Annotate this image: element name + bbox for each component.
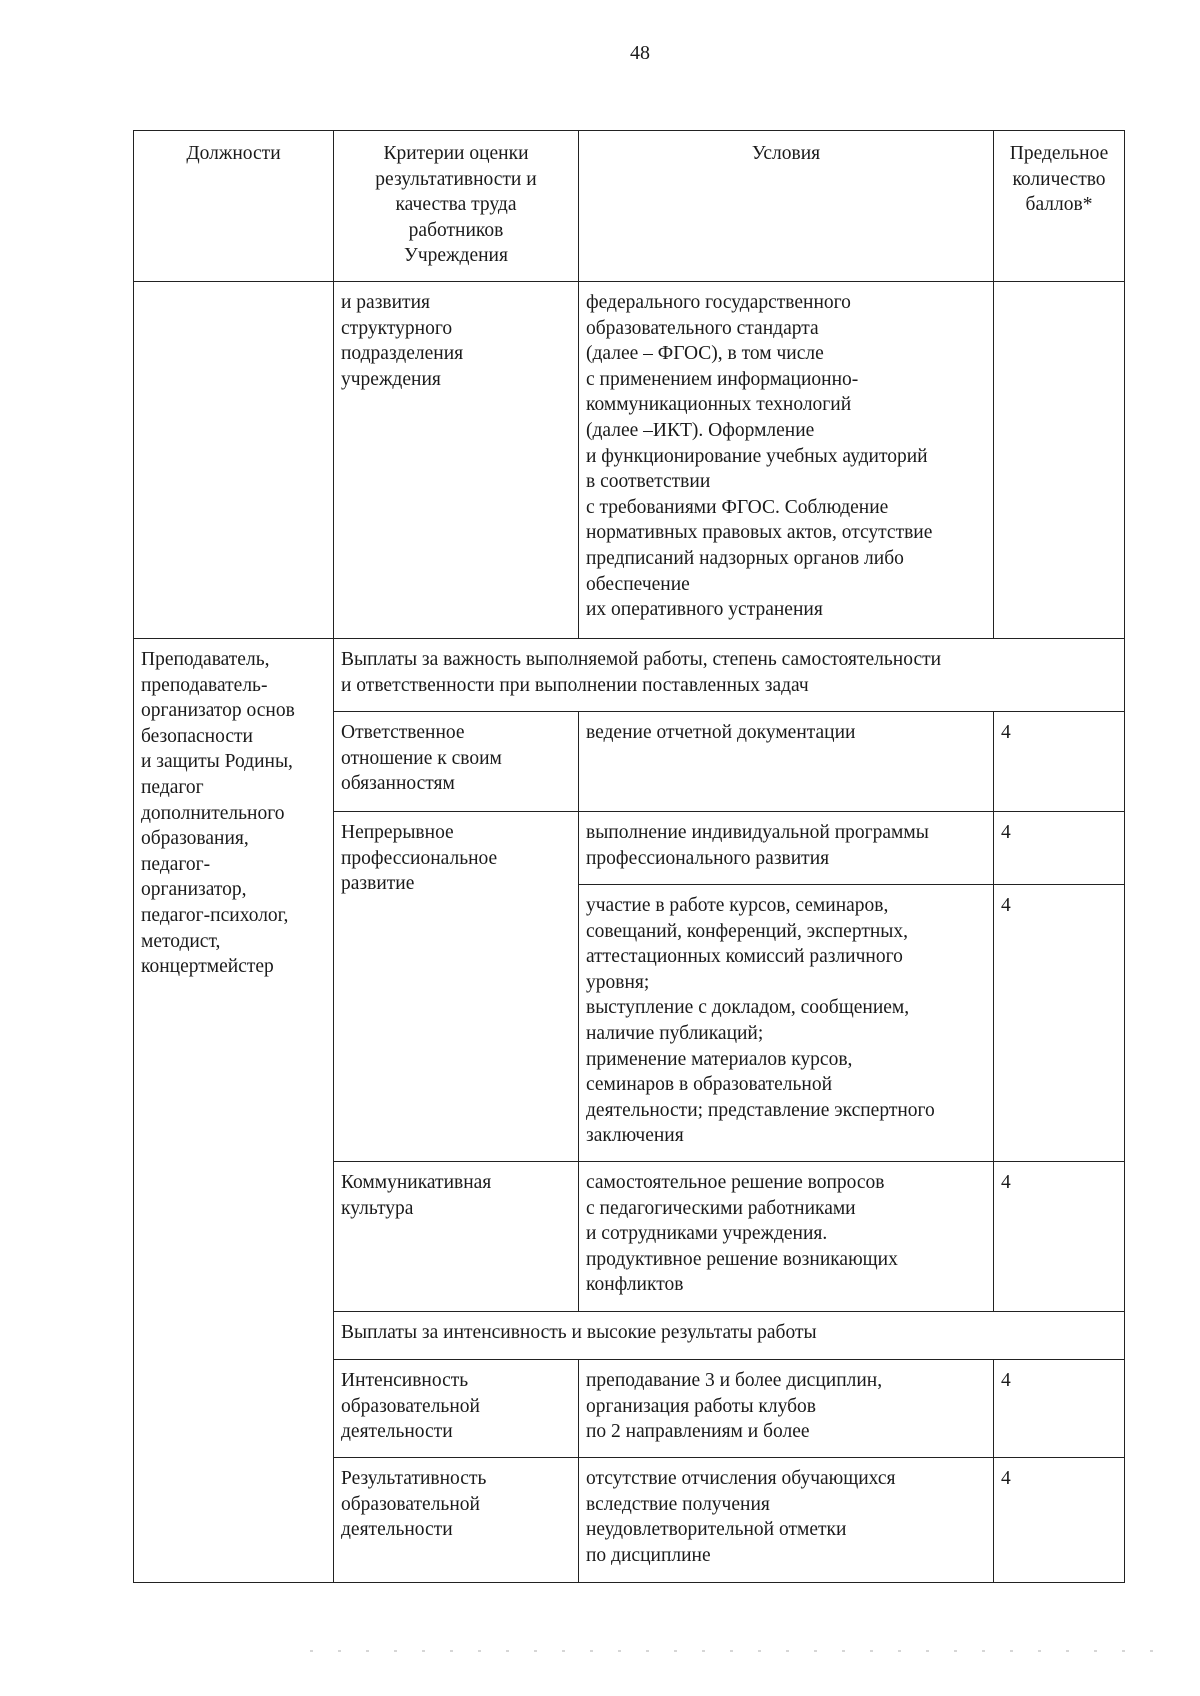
text-line: Выплаты за интенсивность и высокие результаты работы [341,1322,817,1343]
text-line: аттестационных комиссий различного [586,946,903,968]
text-line: коммуникационных технологий [586,394,852,416]
text-line: с требованиями ФГОС. Соблюдение [586,496,889,518]
text-line: совещаний, конференций, экспертных, [586,920,909,942]
text-line: подразделения [341,343,464,365]
criterion-cell [334,712,579,812]
points-cell: 4 [994,885,1125,1162]
table-header-row [134,131,1125,282]
text-line: их оперативного устранения [586,599,823,621]
text-line: Ответственное [341,722,465,743]
header-positions [134,131,334,282]
text-line: образовательной [341,1493,480,1515]
text-line: результативности и [375,168,537,190]
text-line: педагог [141,776,204,798]
continuation-points [994,282,1125,639]
text-line: организация работы клубов [586,1395,816,1417]
text-line: преподаватель- [141,674,268,696]
text-line: (далее –ИКТ). Оформление [586,419,815,441]
scan-artifact-line [310,1650,1160,1652]
text-line: Учреждения [404,245,508,267]
text-line: самостоятельное решение вопросов [586,1172,885,1193]
text-line: работников [408,219,504,241]
criteria-table [133,130,1125,1583]
text-line: обязанностям [341,773,455,795]
text-line: Критерии оценки [383,143,529,164]
header-conditions [579,131,994,282]
text-line: концертмейстер [141,956,274,978]
criterion-cell [334,1162,579,1312]
conditions-cell [579,712,994,812]
header-max-points [994,131,1125,282]
text-line: Преподаватель, [141,649,270,670]
points-cell: 4 [994,1162,1125,1312]
continuation-position-cell [134,282,334,639]
text-line: семинаров в образовательной [586,1074,833,1096]
points-cell: 4 [994,1360,1125,1458]
text-line: Условия [751,143,821,164]
text-line: заключения [586,1125,684,1147]
text-line: неудовлетворительной отметки [586,1519,847,1541]
text-line: применение материалов курсов, [586,1048,853,1070]
text-line: качества труда [395,194,517,216]
text-line: предписаний надзорных органов либо [586,547,904,569]
text-line: деятельности; представление экспертного [586,1099,935,1121]
text-line: с педагогическими работниками [586,1197,856,1219]
text-line: в соответствии [586,471,711,493]
text-line: организатор основ [141,700,295,722]
table-row [134,282,1125,639]
text-line: по 2 направлениям и более [586,1421,810,1443]
text-line: отношение к своим [341,747,502,769]
text-line: федерального государственного [586,292,851,313]
criterion-cell [334,1458,579,1583]
points-cell: 4 [994,712,1125,812]
text-line: учреждения [341,368,441,390]
page-number: 48 [630,42,650,64]
text-line: дополнительного [141,802,285,824]
conditions-cell [579,1162,994,1312]
text-line: педагог- [141,853,211,875]
text-line: организатор, [141,879,247,901]
text-line: (далее – ФГОС), в том числе [586,343,824,365]
points-cell: 4 [994,1458,1125,1583]
header-criteria [334,131,579,282]
text-line: с применением информационно- [586,368,859,390]
text-line: выполнение индивидуальной программы [586,822,929,843]
text-line: культура [341,1197,414,1219]
text-line: конфликтов [586,1274,684,1296]
text-line: Непрерывное [341,822,454,843]
text-line: профессиональное [341,847,498,869]
text-line: вследствие получения [586,1493,770,1515]
continuation-conditions [579,282,994,639]
criterion-cell [334,1360,579,1458]
text-line: образования, [141,828,249,850]
text-line: участие в работе курсов, семинаров, [586,895,889,916]
text-line: профессионального развития [586,847,830,869]
section-title-1 [334,639,1125,712]
text-line: продуктивное решение возникающих [586,1248,898,1270]
text-line: развитие [341,873,415,895]
text-line: количество [1012,168,1106,190]
text-line: и ответственности при выполнении поставленных задач [341,674,809,696]
text-line: отсутствие отчисления обучающихся [586,1468,896,1489]
text-line: выступление с докладом, сообщением, [586,997,910,1019]
text-line: деятельности [341,1421,453,1443]
text-line: обеспечение [586,573,690,595]
text-line: деятельности [341,1519,453,1541]
continuation-criterion [334,282,579,639]
text-line: образовательной [341,1395,480,1417]
text-line: Должности [186,143,281,164]
text-line: Результативность [341,1468,487,1489]
text-line: Предельное [1009,143,1109,164]
text-line: педагог-психолог, [141,904,289,926]
text-line: по дисциплине [586,1544,711,1566]
section-row [134,639,1125,712]
position-group-cell [134,639,334,1583]
text-line: и сотрудниками учреждения. [586,1223,828,1245]
text-line: ведение отчетной документации [586,722,856,743]
text-line: уровня; [586,971,650,993]
text-line: образовательного стандарта [586,317,819,339]
text-line: Выплаты за важность выполняемой работы, степень самостоятельности [341,649,942,670]
text-line: преподавание 3 и более дисциплин, [586,1370,883,1391]
criterion-cell [334,812,579,1162]
text-line: и функционирование учебных аудиторий [586,445,928,467]
conditions-cell [579,1458,994,1583]
text-line: нормативных правовых актов, отсутствие [586,522,933,544]
text-line: структурного [341,317,453,339]
conditions-cell [579,885,994,1162]
text-line: и защиты Родины, [141,751,293,773]
conditions-cell [579,812,994,885]
text-line: наличие публикаций; [586,1022,764,1044]
text-line: безопасности [141,725,253,747]
points-cell: 4 [994,812,1125,885]
text-line: и развития [341,292,430,313]
text-line: баллов* [1025,194,1093,216]
section-title-2 [334,1312,1125,1360]
text-line: Коммуникативная [341,1172,492,1193]
text-line: методист, [141,930,221,952]
text-line: Интенсивность [341,1370,469,1391]
conditions-cell [579,1360,994,1458]
